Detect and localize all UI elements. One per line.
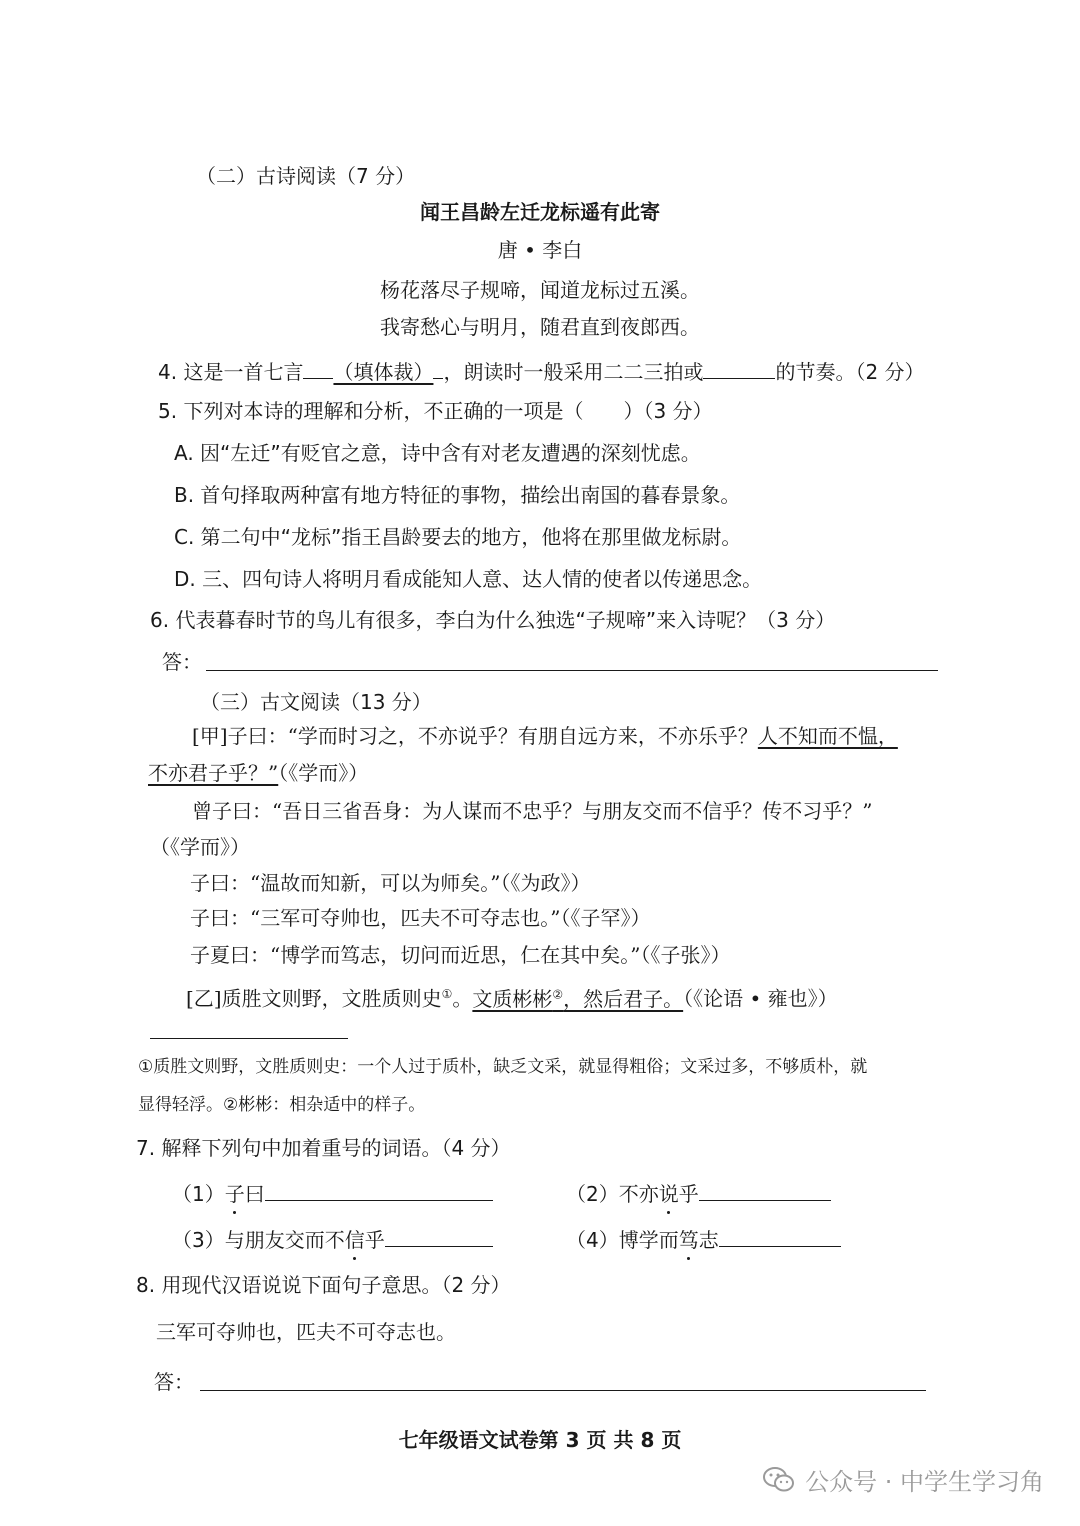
poem-author: 唐 • 李白: [497, 238, 583, 262]
jia-passage-1-cont: [148, 759, 368, 787]
section-heading-poem: （二）古诗阅读（7 分）: [196, 164, 416, 188]
question-5: 5. 下列对本诗的理解和分析，不正确的一项是（ ）（3 分）: [158, 399, 713, 423]
footnote-line-1: ①质胜文则野，文胜质则史：一个人过于质朴，缺乏文采，就显得粗俗；文采过多，不够质朴，就: [138, 1057, 868, 1077]
page-footer: 七年级语文试卷第 3 页 共 8 页: [398, 1428, 682, 1452]
yi-footnote-mark-1: ①: [441, 987, 453, 1001]
q4-blank-pad: [303, 356, 333, 379]
yi-passage: [186, 980, 838, 1013]
q5-option-b: B. 首句择取两种富有地方特征的事物，描绘出南国的暮春景象。: [174, 483, 741, 507]
q7-item-1-blank[interactable]: [265, 1182, 493, 1201]
jia-passage-2-source: （《学而》）: [150, 835, 250, 859]
jia-1-underlined: 人不知而不愠，: [757, 724, 898, 748]
yi-text-2: 。: [452, 986, 473, 1011]
q4-fill-hint: （填体裁）: [333, 360, 434, 384]
q8-answer-label: 答：: [154, 1370, 194, 1394]
watermark-text: 公众号 · 中学生学习角: [805, 1468, 1044, 1496]
q7-item-1: （1）子曰: [172, 1180, 493, 1208]
section-heading-prose: （三）古文阅读（13 分）: [200, 690, 432, 714]
question-6: 6. 代表暮春时节的鸟儿有很多，李白为什么独选“子规啼”来入诗呢？（3 分）: [150, 608, 836, 632]
jia-passage-4: 子曰：“三军可夺帅也，匹夫不可夺志也。”（《子罕》）: [190, 906, 651, 930]
q7-item-2-blank[interactable]: [699, 1182, 831, 1201]
emphasis-dot-char: 说: [658, 1182, 679, 1206]
question-8: 8. 用现代汉语说说下面句子意思。（2 分）: [136, 1273, 511, 1297]
poem-line-2: 我寄愁心与明月，随君直到夜郎西。: [380, 315, 700, 339]
q4-text-3: 的节奏。（2 分）: [775, 360, 925, 384]
wechat-icon: [763, 1467, 795, 1493]
question-4: [158, 356, 925, 386]
jia-1-text: [甲]子曰：“学而时习之，不亦说乎？有朋自远方来，不亦乐乎？: [192, 724, 758, 748]
q5-option-d: D. 三、四句诗人将明月看成能知人意、达人情的使者以传递思念。: [174, 567, 763, 591]
q4-answer-blank[interactable]: [703, 358, 775, 379]
q6-answer-line[interactable]: [206, 670, 938, 671]
q7-item-2: （2）不亦说乎: [566, 1180, 831, 1208]
q7-item-4: （4）博学而笃志: [566, 1226, 841, 1254]
q4-blank-pad-2: [433, 356, 443, 379]
q8-sentence: 三军可夺帅也，匹夫不可夺志也。: [156, 1320, 456, 1344]
footnote-line-2: 显得轻浮。②彬彬：相杂适中的样子。: [138, 1095, 426, 1115]
jia-passage-5: 子夏曰：“博学而笃志，切问而近思，仁在其中矣。”（《子张》）: [190, 943, 731, 967]
emphasis-dot-char: 笃: [678, 1228, 699, 1252]
q7-item-4-blank[interactable]: [719, 1228, 841, 1247]
q5-option-a: A. 因“左迁”有贬官之意，诗中含有对老友遭遇的深刻忧虑。: [174, 441, 701, 465]
q7-item-3-blank[interactable]: [385, 1228, 493, 1247]
watermark: [763, 1462, 1044, 1497]
poem-title: 闻王昌龄左迁龙标遥有此寄: [420, 200, 660, 224]
q6-answer-label: 答：: [162, 650, 202, 674]
poem-line-1: 杨花落尽子规啼，闻道龙标过五溪。: [380, 278, 700, 302]
jia-passage-1: [192, 722, 898, 750]
q4-text-1: 4. 这是一首七言: [158, 360, 304, 384]
q5-option-c: C. 第二句中“龙标”指王昌龄要去的地方，他将在那里做龙标尉。: [174, 525, 742, 549]
emphasis-dot-char: 子: [224, 1182, 245, 1206]
q4-text-2: ，朗读时一般采用二二三拍或: [443, 360, 704, 384]
jia-passage-3: 子曰：“温故而知新，可以为师矣。”（《为政》）: [190, 871, 591, 895]
yi-text-1: [乙]质胜文则野，文胜质则史: [186, 986, 442, 1011]
q7-item-3: （3）与朋友交而不信乎: [172, 1226, 493, 1254]
yi-source: （《论语 • 雍也》）: [683, 986, 838, 1011]
question-7: 7. 解释下列句中加着重号的词语。（4 分）: [136, 1136, 511, 1160]
footnote-separator: [150, 1038, 348, 1039]
jia-passage-2: 曾子曰：“吾日三省吾身：为人谋而不忠乎？与朋友交而不信乎？传不习乎？”: [192, 799, 873, 823]
emphasis-dot-char: 信: [344, 1228, 365, 1252]
q8-answer-line[interactable]: [200, 1390, 926, 1391]
jia-1-underlined-cont: 不亦君子乎？”: [148, 761, 279, 785]
jia-1-source: （《学而》）: [278, 761, 369, 785]
yi-underlined: 文质彬彬②，然后君子。: [472, 986, 684, 1011]
